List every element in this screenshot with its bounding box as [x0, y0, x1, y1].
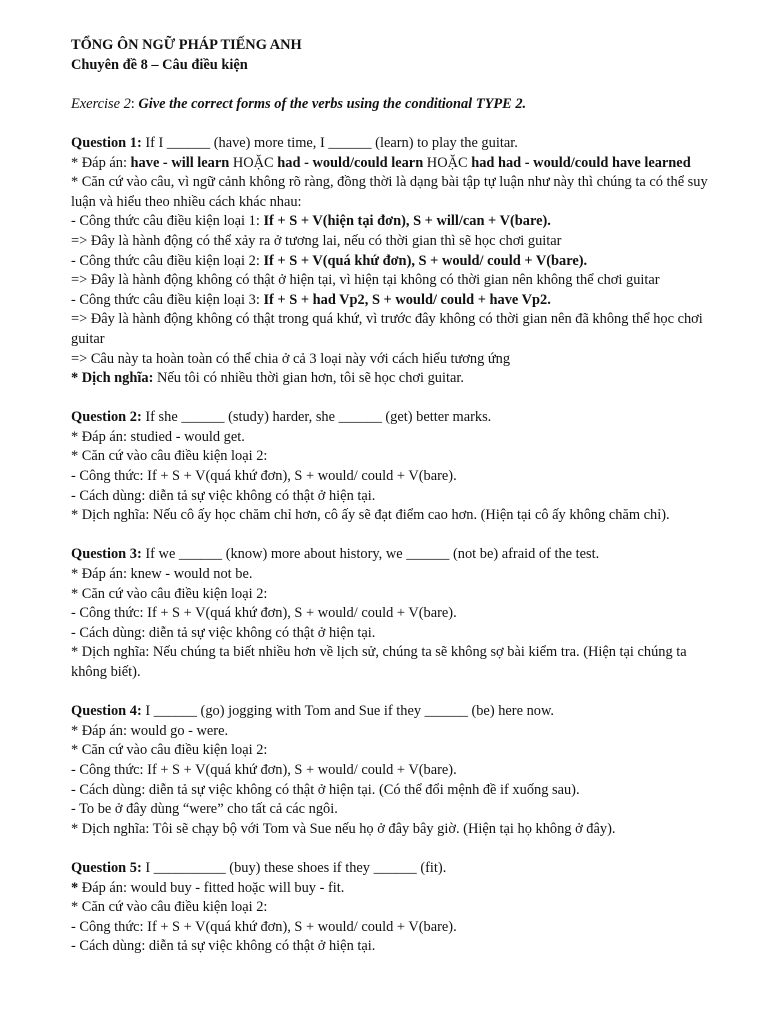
- question-label: Question 4:: [71, 703, 142, 720]
- question-4-basis: * Căn cứ vào câu điều kiện loại 2:: [71, 742, 268, 759]
- question-2: Question 2: If she ______ (study) harder, she ______ (get) better marks.: [71, 409, 492, 426]
- spacer: [71, 526, 716, 546]
- question-4-tobe-note: - To be ở đây dùng “were” cho tất cả các ngôi.: [71, 801, 338, 818]
- question-2-translation: * Dịch nghĩa: Nếu cô ấy học chăm chỉ hơn, cô ấy sẽ đạt điểm cao hơn. (Hiện tại cô ấy không chăm chỉ).: [71, 507, 670, 524]
- spacer: [71, 114, 716, 134]
- question-3-basis: * Căn cứ vào câu điều kiện loại 2:: [71, 585, 268, 602]
- exercise-heading: Exercise 2: Give the correct forms of the verbs using the conditional TYPE 2.: [71, 95, 527, 112]
- question-3-translation: * Dịch nghĩa: Nếu chúng ta biết nhiều hơn về lịch sử, chúng ta sẽ không sợ bài kiểm tra. (Hiện tại chúng ta không biết).: [71, 644, 687, 680]
- question-1-translation: * Dịch nghĩa: Nếu tôi có nhiều thời gian hơn, tôi sẽ học chơi guitar.: [71, 370, 464, 387]
- question-3-usage: - Cách dùng: diễn tả sự việc không có thật ở hiện tại.: [71, 624, 376, 641]
- question-5-basis: * Căn cứ vào câu điều kiện loại 2:: [71, 899, 268, 916]
- formula-type-1: - Công thức câu điều kiện loại 1: If + S + V(hiện tại đơn), S + will/can + V(bare).: [71, 213, 551, 230]
- exercise-label: Exercise 2: [71, 95, 131, 112]
- question-3-answer: * Đáp án: knew - would not be.: [71, 566, 253, 583]
- question-label: Question 2:: [71, 409, 142, 426]
- question-5-answer: * Đáp án: would buy - fitted hoặc will buy - fit.: [71, 879, 345, 896]
- question-4-formula: - Công thức: If + S + V(quá khứ đơn), S + would/ could + V(bare).: [71, 761, 457, 778]
- note-type-2: => Đây là hành động không có thật ở hiện tại, vì hiện tại không có thời gian nên không thể chơi guitar: [71, 272, 660, 289]
- spacer: [71, 839, 716, 859]
- question-2-answer: * Đáp án: studied - would get.: [71, 428, 245, 445]
- document-subtitle: Chuyên đề 8 – Câu điều kiện: [71, 56, 248, 73]
- question-2-basis: * Căn cứ vào câu điều kiện loại 2:: [71, 448, 268, 465]
- question-4-translation: * Dịch nghĩa: Tôi sẽ chạy bộ với Tom và Sue nếu họ ở đây bây giờ. (Hiện tại họ không ở đây).: [71, 820, 616, 837]
- question-5-formula: - Công thức: If + S + V(quá khứ đơn), S + would/ could + V(bare).: [71, 918, 457, 935]
- question-4: Question 4: I ______ (go) jogging with Tom and Sue if they ______ (be) here now.: [71, 703, 555, 720]
- question-1-basis: * Căn cứ vào câu, vì ngữ cảnh không rõ ràng, đồng thời là dạng bài tập tự luận như này thì chúng ta có thể suy luận và hiểu theo nhiều cách khác nhau:: [71, 174, 708, 210]
- question-3-formula: - Công thức: If + S + V(quá khứ đơn), S + would/ could + V(bare).: [71, 605, 457, 622]
- question-5-usage: - Cách dùng: diễn tả sự việc không có thật ở hiện tại.: [71, 938, 376, 955]
- question-2-formula: - Công thức: If + S + V(quá khứ đơn), S + would/ could + V(bare).: [71, 468, 457, 485]
- question-4-usage: - Cách dùng: diễn tả sự việc không có thật ở hiện tại. (Có thể đổi mệnh đề if xuống sau).: [71, 781, 580, 798]
- note-type-1: => Đây là hành động có thể xảy ra ở tương lai, nếu có thời gian thì sẽ học chơi guitar: [71, 232, 562, 249]
- spacer: [71, 75, 716, 95]
- question-5: Question 5: I __________ (buy) these shoes if they ______ (fit).: [71, 859, 447, 876]
- question-1: Question 1: If I ______ (have) more time, I ______ (learn) to play the guitar.: [71, 134, 518, 151]
- note-conclusion: => Câu này ta hoàn toàn có thể chia ở cả 3 loại này với cách hiểu tương ứng: [71, 350, 511, 367]
- exercise-instruction: Give the correct forms of the verbs using the conditional TYPE 2.: [138, 95, 527, 112]
- formula-type-2: - Công thức câu điều kiện loại 2: If + S + V(quá khứ đơn), S + would/ could + V(bare).: [71, 252, 588, 269]
- question-label: Question 5:: [71, 859, 142, 876]
- question-label: Question 1:: [71, 134, 142, 151]
- note-type-3: => Đây là hành động không có thật trong quá khứ, vì trước đây không có thời gian nên đã không thể học chơi guitar: [71, 311, 703, 347]
- spacer: [71, 683, 716, 703]
- question-label: Question 3:: [71, 546, 142, 563]
- spacer: [71, 389, 716, 409]
- question-3: Question 3: If we ______ (know) more about history, we ______ (not be) afraid of the test.: [71, 546, 600, 563]
- question-4-answer: * Đáp án: would go - were.: [71, 722, 229, 739]
- document-title: TỔNG ÔN NGỮ PHÁP TIẾNG ANH: [71, 37, 302, 53]
- formula-type-3: - Công thức câu điều kiện loại 3: If + S + had Vp2, S + would/ could + have Vp2.: [71, 291, 551, 308]
- question-1-answer: * Đáp án: have - will learn HOẶC had - would/could learn HOẶC had had - would/could have learned: [71, 154, 691, 171]
- question-2-usage: - Cách dùng: diễn tả sự việc không có thật ở hiện tại.: [71, 487, 376, 504]
